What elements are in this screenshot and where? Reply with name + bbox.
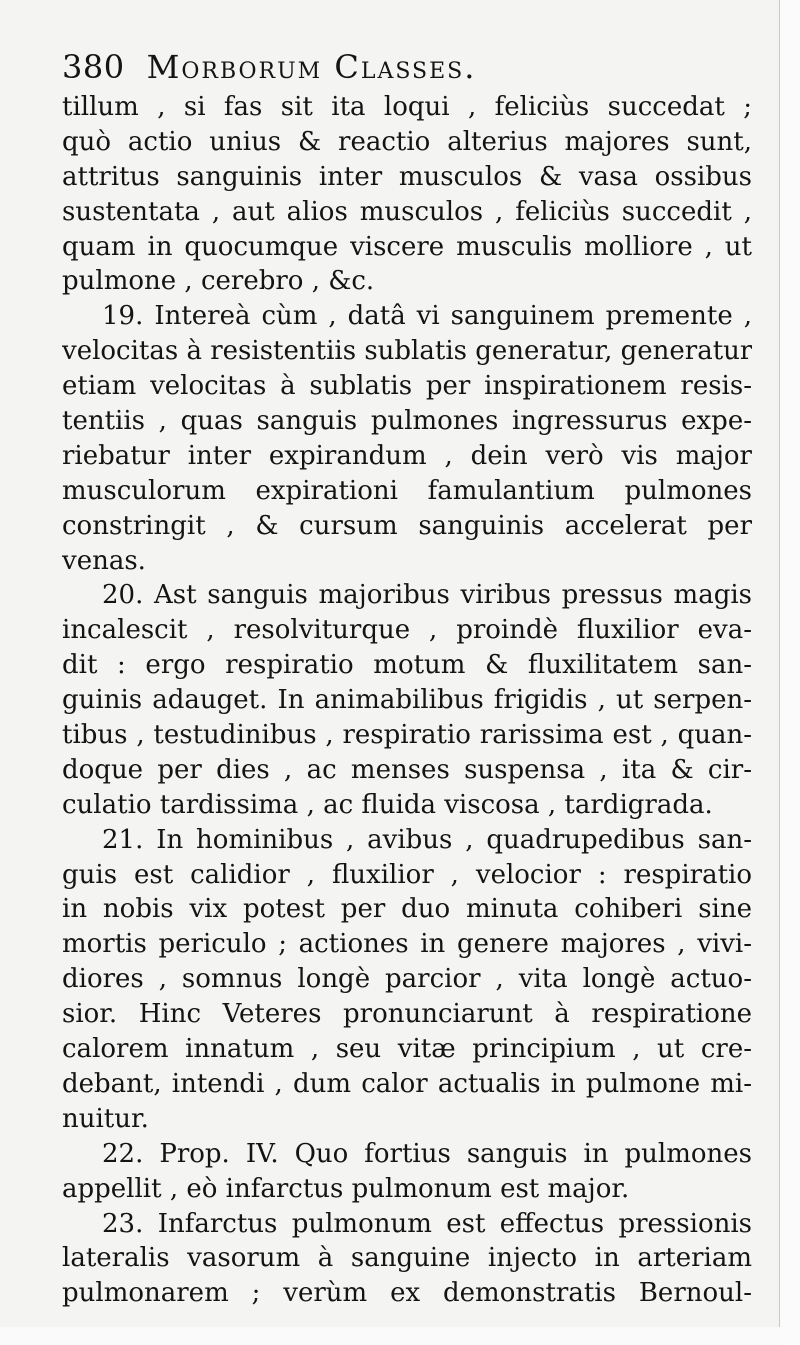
text-line: incalescit , resolviturque , proindè fluxilior eva- xyxy=(62,615,752,646)
text-line: lateralis vasorum à sanguine injecto in arteriam xyxy=(62,1243,752,1274)
text-line: in nobis vix potest per duo minuta cohiberi sine xyxy=(62,894,752,925)
text-line: mortis periculo ; actiones in genere majores , vivi- xyxy=(62,929,752,960)
text-line: tillum , si fas sit ita loqui , feliciùs succedat ; xyxy=(62,92,752,122)
running-title: Morborum Classes. xyxy=(146,48,477,86)
text-line: doque per dies , ac menses suspensa , ita & cir- xyxy=(62,754,752,785)
text-line: quam in quocumque viscere musculis molliore , ut xyxy=(62,231,752,262)
text-line: appellit , eò infarctus pulmonum est major. xyxy=(62,1173,630,1204)
text-line: debant, intendi , dum calor actualis in pulmone mi- xyxy=(62,1068,752,1099)
text-line: velocitas à resistentiis sublatis generatur, generatur xyxy=(62,336,752,367)
text-line: sustentata , aut alios musculos , feliciùs succedit , xyxy=(62,196,752,227)
text-line: venas. xyxy=(62,545,146,576)
page-bottom-margin xyxy=(0,1327,780,1345)
text-line: musculorum expirationi famulantium pulmones xyxy=(62,475,752,506)
text-line: calorem innatum , seu vitæ principium , ut cre- xyxy=(62,1034,752,1065)
text-line: 21. In hominibus , avibus , quadrupedibus san- xyxy=(102,824,752,855)
text-line: culatio tardissima , ac fluida viscosa , tardigrada. xyxy=(62,789,713,820)
text-line: riebatur inter expirandum , dein verò vis major xyxy=(62,440,752,471)
text-line: attritus sanguinis inter musculos & vasa ossibus xyxy=(62,161,752,192)
text-line: constringit , & cursum sanguinis accelerat per xyxy=(62,510,752,541)
text-line: nuitur. xyxy=(62,1103,149,1134)
text-line: 23. Infarctus pulmonum est effectus pressionis xyxy=(102,1208,752,1239)
text-line: quò actio unius & reactio alterius majores sunt, xyxy=(62,126,752,157)
text-line: 19. Intereà cùm , datâ vi sanguinem premente , xyxy=(102,301,752,332)
text-line: sior. Hinc Veteres pronunciarunt à respiratione xyxy=(62,999,752,1030)
running-head xyxy=(62,44,752,90)
page-edge xyxy=(779,0,800,1345)
text-line: dit : ergo respiratio motum & fluxilitatem san- xyxy=(62,650,752,681)
body-text xyxy=(62,90,752,1311)
text-line: 20. Ast sanguis majoribus viribus pressus magis xyxy=(102,580,752,611)
text-line: tibus , testudinibus , respiratio rarissima est , quan- xyxy=(62,720,752,751)
text-line: pulmone , cerebro , &c. xyxy=(62,266,375,297)
text-line: guis est calidior , fluxilior , velocior : respiratio xyxy=(62,859,752,890)
text-line: 22. Prop. IV. Quo fortius sanguis in pulmones xyxy=(102,1138,752,1169)
text-line: diores , somnus longè parcior , vita longè actuo- xyxy=(62,964,752,995)
text-line: tentiis , quas sanguis pulmones ingressurus expe- xyxy=(62,406,752,437)
page-number: 380 xyxy=(62,48,125,86)
text-line: guinis adauget. In animabilibus frigidis , ut serpen- xyxy=(62,685,752,716)
text-line: etiam velocitas à sublatis per inspirationem resis- xyxy=(62,371,752,402)
text-block xyxy=(62,44,752,1311)
text-line: pulmonarem ; verùm ex demonstratis Bernoul- xyxy=(62,1278,752,1309)
